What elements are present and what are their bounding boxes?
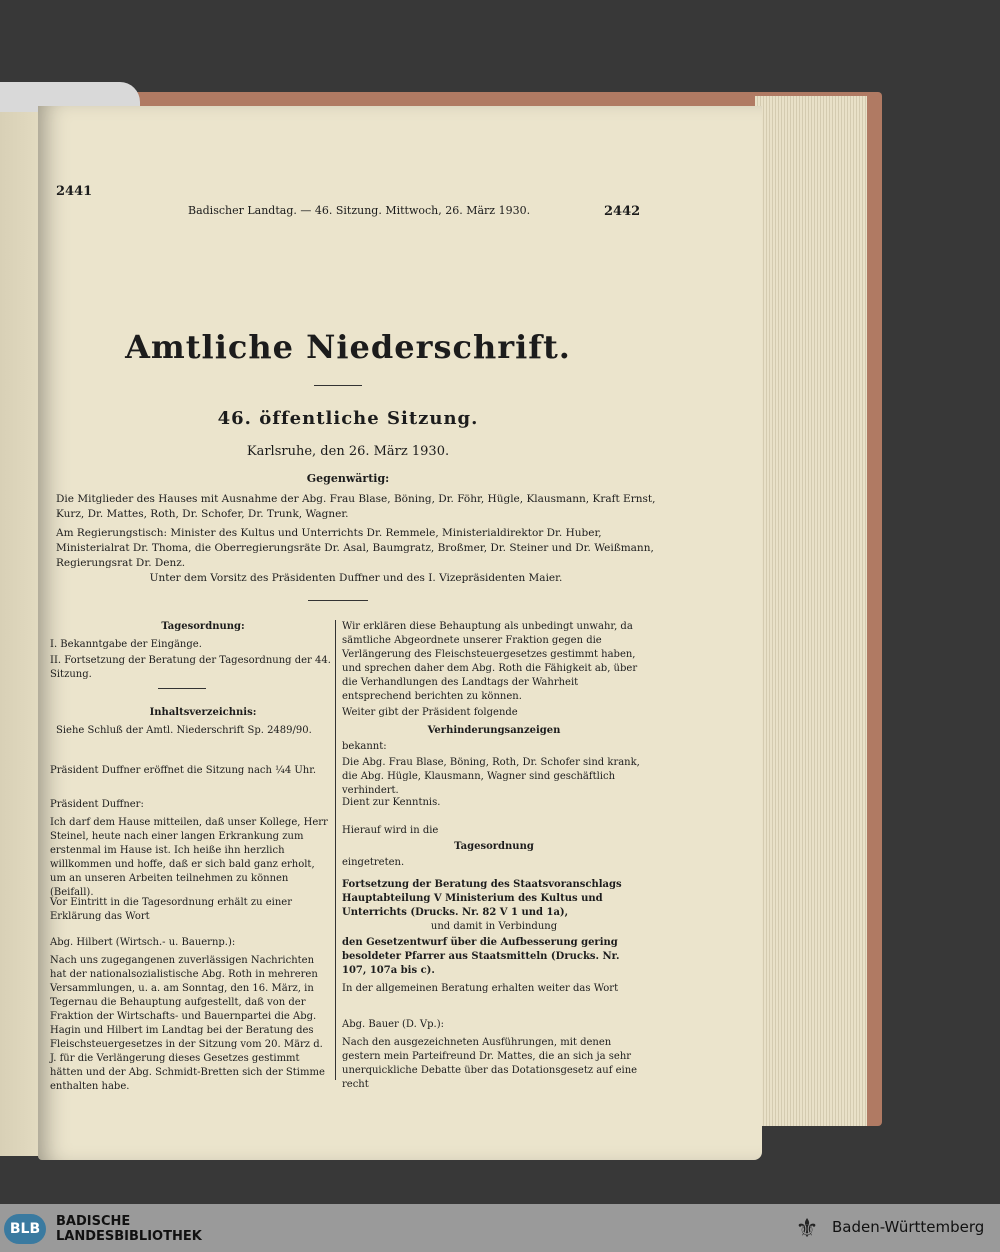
divider: [314, 385, 362, 386]
divider: [308, 600, 368, 601]
blb-logo[interactable]: BLB: [4, 1214, 46, 1244]
speaker-name: Abg. Bauer (D. Vp.):: [342, 1019, 445, 1030]
agenda-heading: Tagesordnung:: [161, 621, 245, 632]
paragraph: Dient zur Kenntnis.: [342, 797, 441, 808]
government-paragraph: Am Regierungstisch: Minister des Kultus und Unterrichts Dr. Remmele, Ministerialdirektor Dr. Huber, Ministerialrat Dr. Thoma, die Oberregierungsräte Dr. Asal, Baumgratz, Broßmer, Dr. Steiner und Dr. Weißmann, Regierungsrat Dr. Denz.: [56, 527, 654, 569]
paragraph: und damit in Verbindung: [430, 921, 558, 932]
agenda-topic: Fortsetzung der Beratung des Staatsvoranschlags Hauptabteilung V Ministerium des Kultus und Unterrichts (Drucks. Nr. 82 V 1 und 1a),: [342, 879, 622, 918]
chair-paragraph: Unter dem Vorsitz des Präsidenten Duffner und des I. Vizepräsidenten Maier.: [149, 572, 563, 584]
speech-text: Ich darf dem Hause mitteilen, daß unser Kollege, Herr Steinel, heute nach einer langen Erkrankung zum erstenmal im Hause ist. Ich heiße ihn herzlich willkommen und hoffe, daß er sich bald ganz erholt, um an unseren Arbeiten teilnehmen zu können (Beifall).: [50, 817, 328, 898]
left-page-number: 2441: [56, 184, 93, 199]
opening-statement: Präsident Duffner eröffnet die Sitzung nach ¼4 Uhr.: [50, 765, 317, 776]
state-name[interactable]: Baden-Württemberg: [832, 1218, 985, 1236]
column-rule: [335, 620, 336, 1080]
session-heading: 46. öffentliche Sitzung.: [217, 408, 479, 429]
contents-reference: Siehe Schluß der Amtl. Niederschrift Sp. 2489/90.: [56, 725, 312, 736]
library-name-line: BADISCHE: [56, 1214, 131, 1229]
paragraph: bekannt:: [342, 741, 387, 752]
place-date: Karlsruhe, den 26. März 1930.: [246, 444, 450, 459]
speaker-name: Abg. Hilbert (Wirtsch.- u. Bauernp.):: [50, 937, 236, 948]
members-paragraph: Die Mitglieder des Hauses mit Ausnahme der Abg. Frau Blase, Böning, Dr. Föhr, Hügle, Klausmann, Kraft Ernst, Kurz, Dr. Mattes, Roth, Dr. Schofer, Dr. Trunk, Wagner.: [56, 493, 656, 520]
paragraph: In der allgemeinen Beratung erhalten weiter das Wort: [342, 983, 619, 994]
right-page-number: 2442: [604, 204, 641, 219]
paragraph: Hierauf wird in die: [342, 825, 439, 836]
paragraph: Weiter gibt der Präsident folgende: [342, 707, 518, 718]
library-name: [56, 1214, 202, 1244]
paragraph: Wir erklären diese Behauptung als unbedingt unwahr, da sämtliche Abgeordnete unserer Fraktion gegen die Verlängerung des Fleischsteuergesetzes gestimmt haben, und sprechen daher dem Abg. Roth die Fähigkeit ab, über die Verhandlungen des Landtags der Wahrheit entsprechend berichten zu können.: [342, 621, 638, 702]
agenda-item: II. Fortsetzung der Beratung der Tagesordnung der 44. Sitzung.: [50, 655, 331, 680]
present-heading: Gegenwärtig:: [306, 472, 390, 485]
footer-bar: [0, 1204, 1000, 1252]
agenda-item: I. Bekanntgabe der Eingänge.: [50, 639, 202, 650]
document-title: Amtliche Niederschrift.: [125, 328, 571, 366]
document-page: [38, 106, 762, 1160]
before-agenda: Vor Eintritt in die Tagesordnung erhält zu einer Erklärung das Wort: [50, 897, 292, 922]
page-edges: [755, 96, 867, 1126]
speaker-name: Präsident Duffner:: [50, 799, 144, 810]
paragraph: eingetreten.: [342, 857, 405, 868]
paragraph: Die Abg. Frau Blase, Böning, Roth, Dr. Schofer sind krank, die Abg. Hügle, Klausmann, Wagner sind geschäftlich verhindert.: [342, 757, 640, 796]
agenda-topic: den Gesetzentwurf über die Aufbesserung gering besoldeter Pfarrer aus Staatsmitteln (Drucks. Nr. 107, 107a bis c).: [342, 937, 620, 976]
contents-heading: Inhaltsverzeichnis:: [149, 707, 257, 718]
coat-of-arms-icon: ⚜: [795, 1214, 819, 1244]
divider: [158, 688, 206, 689]
statement-text: Nach uns zugegangenen zuverlässigen Nachrichten hat der nationalsozialistische Abg. Roth in mehreren Versammlungen, u. a. am Sonntag, den 16. März, in Tegernau die Behauptung aufgestellt, daß von der Fraktion der Wirtschafts- und Bauernpartei die Abg. Hagin und Hilbert im Landtag bei der Beratung des Fleischsteuergesetzes in der Sitzung vom 20. März d. J. für die Verlängerung dieses Gesetzes gestimmt hätten und der Abg. Schmidt-Bretten sich der Stimme enthalten habe.: [50, 955, 325, 1092]
running-header: Badischer Landtag. — 46. Sitzung. Mittwoch, 26. März 1930.: [188, 204, 531, 217]
paragraph: Nach den ausgezeichneten Ausführungen, mit denen gestern mein Parteifreund Dr. Mattes, die an sich ja sehr unerquickliche Debatte über das Dotationsgesetz auf eine recht: [342, 1037, 638, 1090]
subheading: Tagesordnung: [454, 841, 534, 852]
library-name-line: LANDESBIBLIOTHEK: [56, 1229, 202, 1244]
subheading: Verhinderungsanzeigen: [427, 725, 561, 736]
